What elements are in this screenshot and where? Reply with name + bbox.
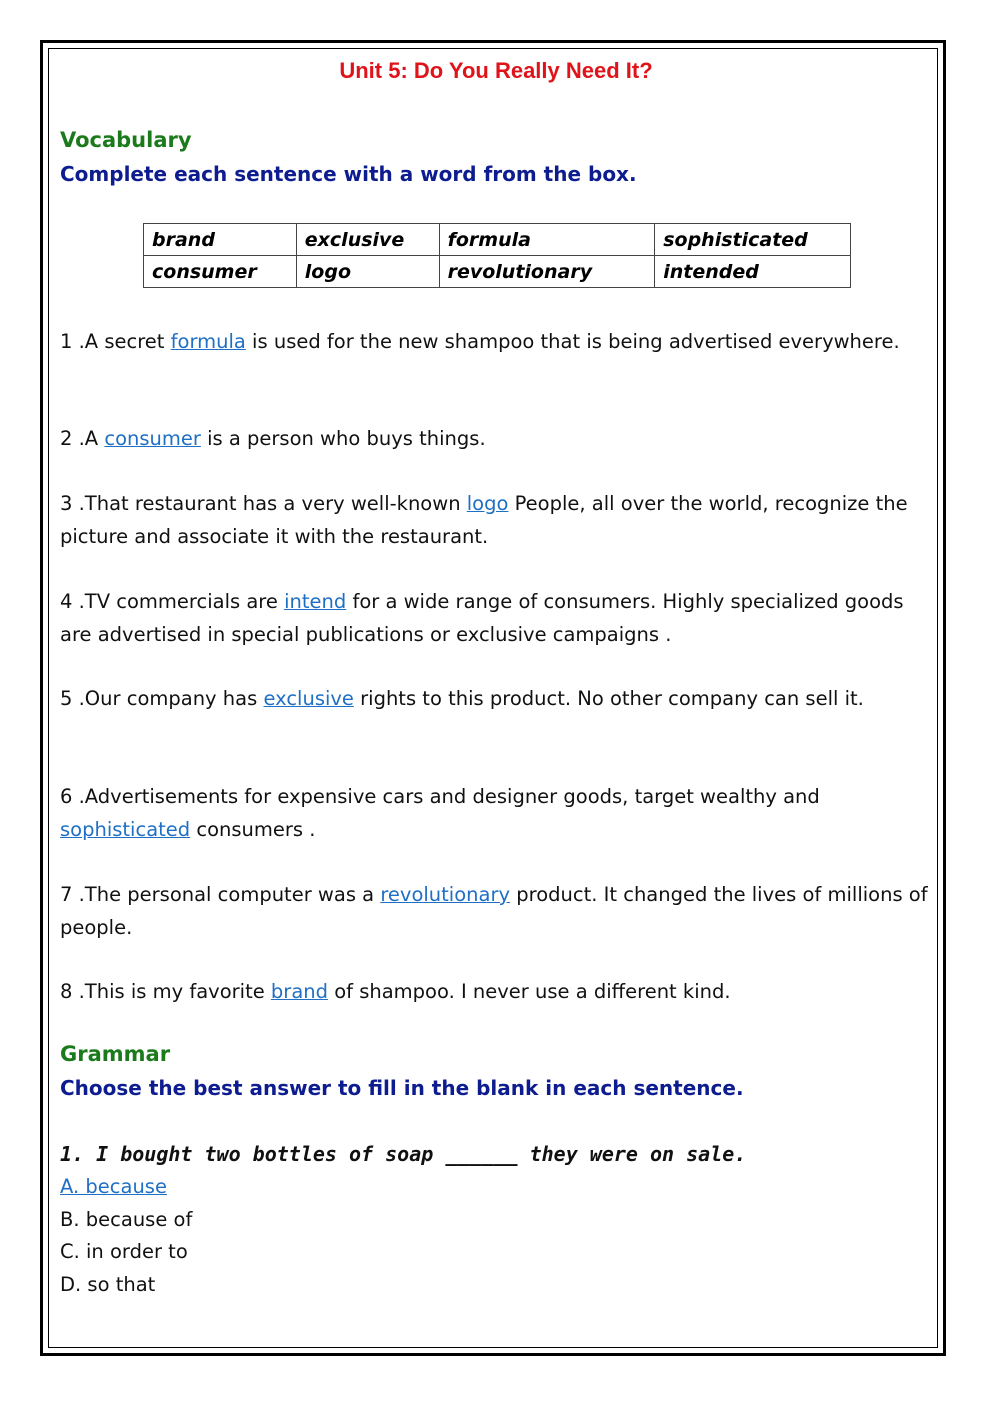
item-text: rights to this product. No other company can sell it. <box>353 687 864 710</box>
item-text: consumers . <box>190 818 316 841</box>
word-box-cell: formula <box>439 224 655 256</box>
word-box-cell: brand <box>144 224 297 256</box>
vocab-item-5 <box>60 682 930 715</box>
item-text: 7 .The personal computer was a <box>60 883 381 906</box>
answer-link[interactable]: sophisticated <box>60 818 191 841</box>
page-title: Unit 5: Do You Really Need It? <box>339 58 653 83</box>
item-text: 5 .Our company has <box>60 687 264 710</box>
word-box-row <box>144 224 851 256</box>
grammar-heading: Grammar <box>60 1042 171 1066</box>
item-text: 6 .Advertisements for expensive cars and designer goods, target wealthy and <box>60 785 820 808</box>
word-box-cell: revolutionary <box>439 256 655 288</box>
answer-link[interactable]: logo <box>466 492 509 515</box>
answer-link[interactable]: brand <box>270 980 329 1003</box>
option-a[interactable]: A. because <box>60 1175 167 1198</box>
option-b[interactable]: B. because of <box>60 1208 193 1231</box>
answer-link[interactable]: exclusive <box>263 687 354 710</box>
vocab-item-6 <box>60 780 930 846</box>
item-text: is a person who buys things. <box>200 427 486 450</box>
grammar-instruction: Choose the best answer to fill in the blank in each sentence. <box>60 1076 744 1100</box>
answer-link[interactable]: intend <box>284 590 347 613</box>
item-text: product. It changed the lives of millions of people. <box>60 883 928 939</box>
item-text: 2 .A <box>60 427 105 450</box>
item-text: 8 .This is my favorite <box>60 980 271 1003</box>
vocab-item-2 <box>60 422 930 455</box>
word-box-cell: sophisticated <box>655 224 851 256</box>
item-text: People, all over the world, recognize the picture and associate it with the restaurant. <box>60 492 908 548</box>
vocabulary-instruction: Complete each sentence with a word from the box. <box>60 162 637 186</box>
answer-link[interactable]: formula <box>170 330 246 353</box>
word-box <box>143 223 851 288</box>
vocab-item-4 <box>60 585 930 651</box>
word-box-cell: exclusive <box>296 224 439 256</box>
option-d[interactable]: D. so that <box>60 1273 156 1296</box>
word-box-cell: intended <box>655 256 851 288</box>
answer-link[interactable]: consumer <box>104 427 201 450</box>
item-text: of shampoo. I never use a different kind. <box>328 980 731 1003</box>
item-text: 4 .TV commercials are <box>60 590 285 613</box>
vocabulary-heading: Vocabulary <box>60 128 192 152</box>
word-box-cell: logo <box>296 256 439 288</box>
word-box-row <box>144 256 851 288</box>
vocab-item-3 <box>60 487 930 553</box>
option-c[interactable]: C. in order to <box>60 1240 188 1263</box>
vocab-item-8 <box>60 975 930 1008</box>
item-text: for a wide range of consumers. Highly specialized goods are advertised in special publications or exclusive campaigns . <box>60 590 904 646</box>
vocab-item-1 <box>60 325 930 358</box>
vocab-item-7 <box>60 878 930 944</box>
item-text: is used for the new shampoo that is being advertised everywhere. <box>245 330 900 353</box>
item-text: 1 .A secret <box>60 330 171 353</box>
word-box-cell: consumer <box>144 256 297 288</box>
item-text: 3 .That restaurant has a very well-known <box>60 492 467 515</box>
answer-link[interactable]: revolutionary <box>380 883 511 906</box>
question-stem: 1. I bought two bottles of soap ______ they were on sale. <box>60 1142 747 1166</box>
